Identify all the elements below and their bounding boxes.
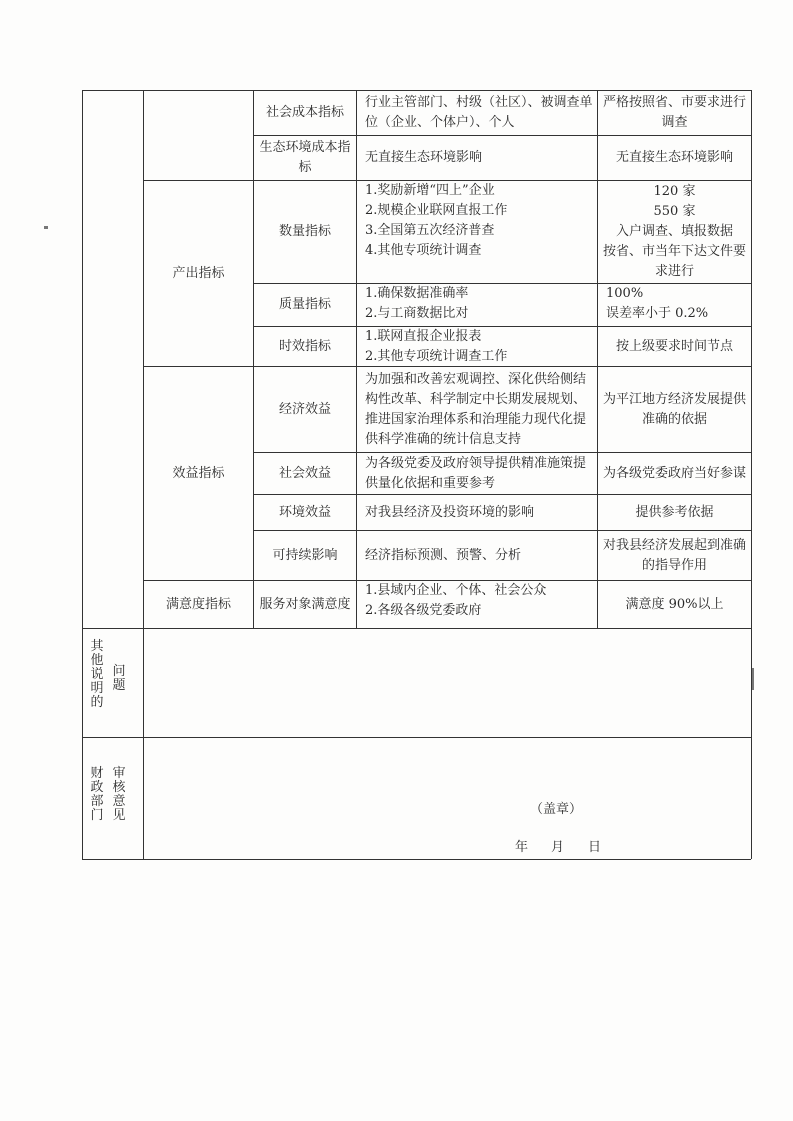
date-year: 年 (515, 840, 529, 855)
indicator-content: 为各级党委及政府领导提供精准施策提供量化依据和重要参考 (365, 455, 587, 491)
row-line (82, 737, 751, 738)
indicator-content-cell (357, 453, 597, 494)
indicator-category-cell (144, 181, 253, 366)
target-list-item: 550 家 (653, 204, 696, 219)
indicator-name-cell (254, 453, 356, 494)
table-border-bottom (82, 859, 751, 860)
indicator-name-cell (254, 284, 356, 326)
indicator-name: 经济效益 (278, 401, 331, 417)
indicator-name-cell (254, 327, 356, 366)
target-list-item: 入户调查、填报数据 (615, 224, 733, 239)
indicator-name: 生态环境成本指标 (259, 140, 351, 175)
content-list-item: 1.联网直报企业报表 (365, 329, 482, 344)
indicator-category: 产出指标 (172, 265, 225, 281)
indicator-content-cell (357, 367, 597, 452)
indicator-target-cell (598, 531, 751, 580)
indicator-target-cell (598, 136, 751, 180)
indicator-category: 满意度指标 (165, 596, 231, 612)
content-list-item: 4.其他专项统计调查 (365, 243, 482, 258)
indicator-target: 按上级要求时间节点 (615, 338, 733, 354)
indicator-name: 社会效益 (278, 465, 331, 481)
indicator-content: 无直接生态环境影响 (365, 150, 483, 165)
target-list-item: 100% (606, 286, 644, 301)
indicator-target: 为平江地方经济发展提供准确的依据 (602, 391, 746, 427)
indicator-content: 经济指标预测、预警、分析 (365, 547, 522, 563)
indicator-target: 严格按照省、市要求进行调查 (602, 95, 746, 130)
indicator-name: 环境效益 (278, 504, 331, 520)
indicator-target-cell (598, 495, 751, 530)
indicator-content-cell (357, 284, 597, 326)
scan-speck (752, 668, 754, 690)
indicator-name: 质量指标 (278, 297, 331, 312)
indicator-content-cell (357, 495, 597, 530)
indicator-target: 提供参考依据 (635, 504, 714, 520)
indicator-content: 对我县经济及投资环境的影响 (365, 504, 535, 520)
other-notes-value (144, 629, 751, 737)
date-month: 月 (551, 840, 565, 855)
other-notes-label-b: 问题 (112, 664, 126, 693)
indicator-name-cell (254, 495, 356, 530)
indicator-content-cell (357, 581, 597, 628)
indicator-name-cell (254, 581, 356, 628)
target-list-item: 按省、市当年下达文件要求进行 (602, 244, 746, 279)
indicator-content-cell (357, 136, 597, 180)
content-list-item: 2.其他专项统计调查工作 (365, 349, 508, 364)
indicator-name-cell (254, 367, 356, 452)
indicator-target: 满意度 90%以上 (625, 596, 724, 612)
indicator-name-cell (254, 531, 356, 580)
indicator-target-cell (598, 581, 751, 628)
indicator-category: 效益指标 (172, 465, 225, 481)
indicator-content-cell (357, 327, 597, 366)
content-list-item: 1.县域内企业、个体、社会公众 (365, 583, 547, 598)
content-list-item: 3.全国第五次经济普查 (365, 223, 495, 238)
content-list-item: 2.与工商数据比对 (365, 306, 469, 321)
indicator-target-cell (598, 181, 751, 283)
content-list-item: 2.各级各级党委政府 (365, 603, 482, 618)
indicator-target: 对我县经济发展起到准确的指导作用 (602, 537, 746, 573)
table-border-right (751, 90, 752, 859)
indicator-target: 无直接生态环境影响 (615, 150, 733, 165)
indicator-target: 为各级党委政府当好参谋 (602, 465, 746, 481)
content-list-item: 1.确保数据准确率 (365, 286, 469, 301)
target-list-item: 120 家 (653, 184, 696, 199)
content-list-item: 2.规模企业联网直报工作 (365, 203, 508, 218)
date-day: 日 (588, 840, 602, 855)
content-list-item: 1.奖励新增“四上”企业 (365, 183, 495, 198)
indicator-name: 数量指标 (278, 224, 331, 239)
indicator-target-cell (598, 284, 751, 326)
indicator-content-cell (357, 91, 597, 135)
indicator-name: 服务对象满意度 (259, 596, 351, 612)
indicator-category-cell (144, 581, 253, 628)
indicator-content-cell (357, 531, 597, 580)
other-notes-label-a: 其他说明的 (90, 639, 104, 710)
indicator-content-cell (357, 181, 597, 283)
scan-speck (44, 226, 48, 229)
target-list-item: 误差率小于 0.2% (606, 306, 709, 321)
indicator-target-cell (598, 91, 751, 135)
indicator-name-cell (254, 91, 356, 135)
seal-placeholder: （盖章） (530, 802, 583, 817)
indicator-name: 时效指标 (278, 338, 331, 354)
indicator-category-cell (144, 367, 253, 580)
indicator-target-cell (598, 453, 751, 494)
finance-review-label-a: 财政部门 (90, 766, 104, 823)
table-border-left (82, 90, 83, 859)
indicator-name: 社会成本指标 (265, 105, 344, 120)
finance-review-label-b: 审核意见 (112, 766, 126, 823)
indicator-content: 行业主管部门、村级（社区）、被调查单位（企业、个体户）、个人 (365, 95, 593, 130)
indicator-name-cell (254, 181, 356, 283)
indicator-content: 为加强和改善宏观调控、深化供给侧结构性改革、科学制定中长期发展规划、推进国家治理体系和治理能力现代化提供科学准确的统计信息支持 (365, 371, 587, 447)
indicator-target-cell (598, 327, 751, 366)
indicator-target-cell (598, 367, 751, 452)
indicator-name: 可持续影响 (272, 547, 338, 563)
indicator-name-cell (254, 136, 356, 180)
